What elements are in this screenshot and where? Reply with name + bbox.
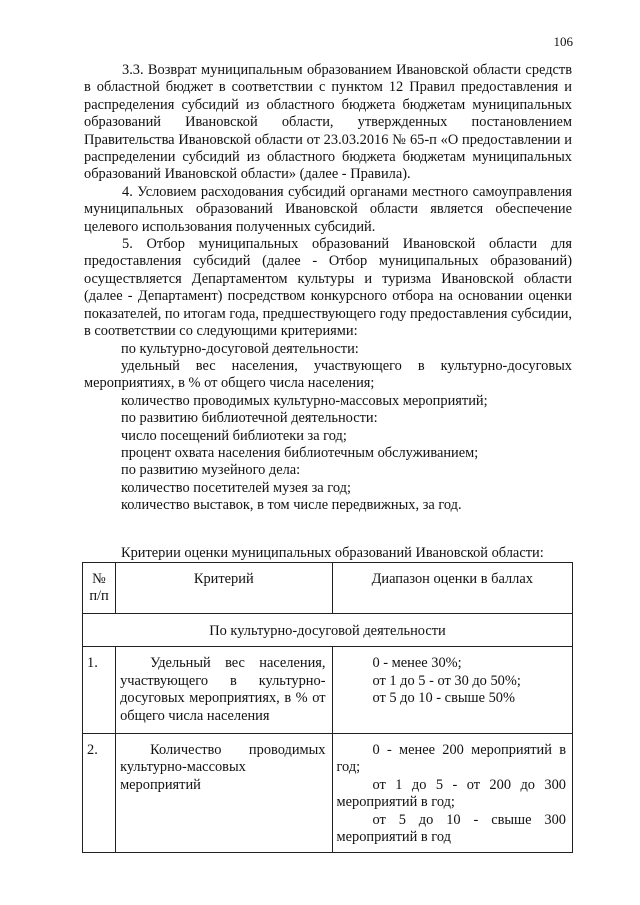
paragraph-3-3: 3.3. Возврат муниципальным образованием Ивановской области средств в областной бюджет в соответствии с пунктом 12 Правил предоставления и распределения субсидий из областного бюджета бюджетам муниципальных образований Ивановской области, утвержденных постановлением Правительства Ивановской области от 23.03.2016 № 65-п «О предоставлении и распределении субсидий из областного бюджета бюджетам муниципальных образований Ивановской области» (далее - Правила).	[84, 62, 572, 183]
header-number-symbol: №	[92, 571, 106, 587]
criteria-list-item: процент охвата населения библиотечным обслуживанием;	[121, 444, 479, 461]
table-section-row	[83, 614, 573, 647]
criteria-list-item: по развитию музейного дела:	[121, 462, 301, 479]
section-title: По культурно-досуговой деятельности	[83, 614, 573, 647]
header-criterion: Критерий	[116, 563, 332, 614]
header-number-abbr: п/п	[89, 588, 109, 605]
range-item: от 5 до 10 - свыше 50%	[372, 690, 515, 707]
range-item: от 1 до 5 - от 30 до 50%;	[372, 672, 521, 689]
row-number: 1.	[83, 647, 116, 734]
row-criterion-text: Удельный вес населения, участвующего в культурно-досуговых мероприятиях, в % от общего числа населения	[120, 655, 326, 724]
document-body	[84, 62, 572, 515]
range-item: 0 - менее 200 мероприятий в год;	[336, 742, 566, 776]
row-range	[332, 647, 573, 734]
range-item: 0 - менее 30%;	[372, 655, 462, 672]
page-number: 106	[553, 34, 573, 49]
row-criterion	[116, 734, 332, 853]
row-criterion-text: Количество проводимых культурно-массовых мероприятий	[120, 742, 326, 793]
criteria-list-item: число посещений библиотеки за год;	[121, 427, 347, 444]
paragraph-5: 5. Отбор муниципальных образований Ивановской области для предоставления субсидий (далее - Отбор муниципальных образований) осуществляется Департаментом культуры и туризма Ивановской области (далее - Департамент) посредством конкурсного отбора на основании оценки показателей, по итогам года, предшествующего году предоставления субсидии, в соответствии со следующими критериями:	[84, 236, 572, 340]
range-item: от 1 до 5 - от 200 до 300 мероприятий в год;	[336, 776, 566, 811]
header-number	[83, 563, 116, 614]
row-criterion	[116, 647, 332, 734]
criteria-table	[82, 562, 573, 853]
criteria-list-item: удельный вес населения, участвующего в культурно-досуговых мероприятиях, в % от общего числа населения;	[84, 357, 572, 392]
table-header-row	[83, 563, 573, 614]
row-number: 2.	[83, 734, 116, 853]
paragraph-4: 4. Условием расходования субсидий органами местного самоуправления муниципальных образований Ивановской области является обеспечение целевого использования полученных субсидий.	[84, 183, 572, 235]
table-row	[83, 647, 573, 734]
table-row	[83, 734, 573, 853]
criteria-list-item: количество посетителей музея за год;	[121, 479, 351, 496]
criteria-list-item: по культурно-досуговой деятельности:	[121, 340, 359, 357]
row-range	[332, 734, 573, 853]
criteria-list-item: по развитию библиотечной деятельности:	[121, 410, 378, 427]
range-item: от 5 до 10 - свыше 300 мероприятий в год	[336, 811, 566, 846]
criteria-list-item: количество проводимых культурно-массовых мероприятий;	[121, 392, 488, 409]
criteria-list-item: количество выставок, в том числе передвижных, за год.	[121, 497, 462, 514]
table-caption: Критерии оценки муниципальных образований Ивановской области:	[121, 545, 544, 561]
header-range: Диапазон оценки в баллах	[332, 563, 573, 614]
